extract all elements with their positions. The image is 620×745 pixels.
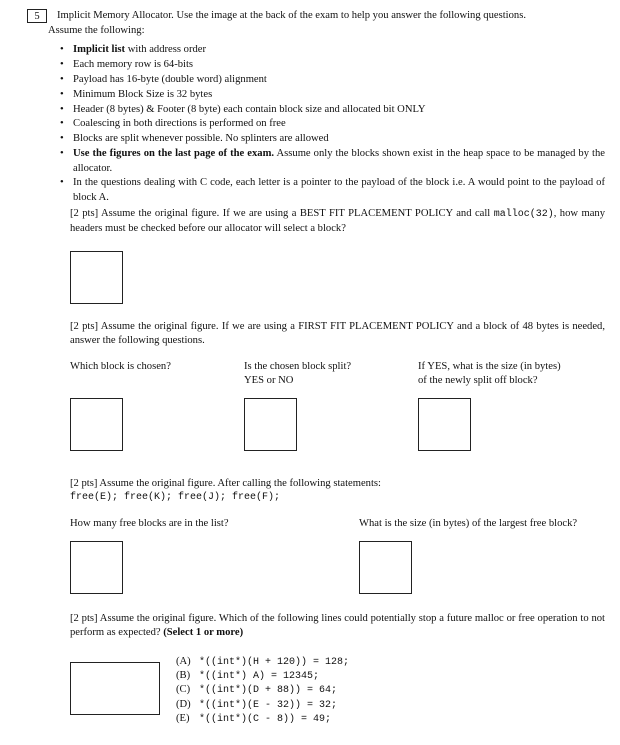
question-number-box (27, 9, 47, 23)
part2-q1-answer-box[interactable] (70, 398, 123, 451)
list-item: • Each memory row is 64-bits (60, 58, 605, 72)
part4-answer-box[interactable] (70, 662, 160, 715)
part1-answer-box[interactable] (70, 251, 123, 304)
part2-q2-answer-box[interactable] (244, 398, 297, 451)
question-intro-text: Use the image at the back of the exam to help you answer the following questions. (173, 10, 526, 21)
option-line: (B) *((int*) A) = 12345; (176, 670, 320, 683)
option-line: (A) *((int*)(H + 120)) = 128; (176, 656, 350, 668)
list-item: • In the questions dealing with C code, each letter is a pointer to the payload of the block i.e. A would point to the payload of block A. (60, 176, 605, 205)
question-intro (57, 9, 607, 23)
part4-options (176, 655, 349, 726)
question-title: Implicit Memory Allocator. (57, 10, 174, 21)
part3-prompt: [2 pts] Assume the original figure. After calling the following statements: (70, 478, 381, 489)
list-item: • Payload has 16-byte (double word) alignment (60, 73, 605, 87)
list-item: • Minimum Block Size is 32 bytes (60, 88, 605, 102)
list-item: • Use the figures on the last page of the exam. Assume only the blocks shown exist in the heap space to be managed by the allocator. (60, 147, 605, 176)
option-line: (E) *((int*)(C - 8)) = 49; (176, 712, 332, 725)
option-line: (D) *((int*)(E - 32)) = 32; (176, 698, 338, 711)
part3-q2-answer-box[interactable] (359, 541, 412, 594)
part3-q1-label: How many free blocks are in the list? (70, 518, 229, 529)
part2-q3-label: If YES, what is the size (in bytes) of the newly split off block? (418, 361, 561, 386)
question-intro-line2: Assume the following: (48, 25, 145, 36)
list-item: • Header (8 bytes) & Footer (8 byte) each contain block size and allocated bit ONLY (60, 103, 605, 117)
part3-q2-label: What is the size (in bytes) of the largest free block? (359, 518, 578, 529)
part4-prompt: [2 pts] Assume the original figure. Which of the following lines could potentially stop a future malloc or free operation to not perform as expected? (Select 1 or more) (70, 613, 605, 638)
list-item: • Coalescing in both directions is performed on free (60, 117, 605, 131)
question-number: 5 (34, 11, 40, 22)
part2-q3-answer-box[interactable] (418, 398, 471, 451)
list-item: • Implicit list with address order (60, 43, 605, 57)
part1-prompt: [2 pts] Assume the original figure. If we are using a BEST FIT PLACEMENT POLICY and call malloc(32), how many headers must be checked before our allocator will select a block? (70, 208, 605, 234)
part2-q1-label: Which block is chosen? (70, 361, 171, 372)
part2-q2-label: Is the chosen block split? YES or NO (244, 361, 352, 386)
part2-prompt: [2 pts] Assume the original figure. If we are using a FIRST FIT PLACEMENT POLICY and a block of 48 bytes is needed, answer the following questions. (70, 321, 605, 346)
part3-q1-answer-box[interactable] (70, 541, 123, 594)
part3-code: free(E); free(K); free(J); free(F); (70, 492, 281, 503)
part1-code: malloc(32) (493, 209, 554, 220)
list-item: • Blocks are split whenever possible. No splinters are allowed (60, 132, 605, 146)
assumptions-list (60, 43, 605, 206)
option-line: (C) *((int*)(D + 88)) = 64; (176, 684, 338, 697)
part4-select-note: (Select 1 or more) (163, 627, 244, 638)
